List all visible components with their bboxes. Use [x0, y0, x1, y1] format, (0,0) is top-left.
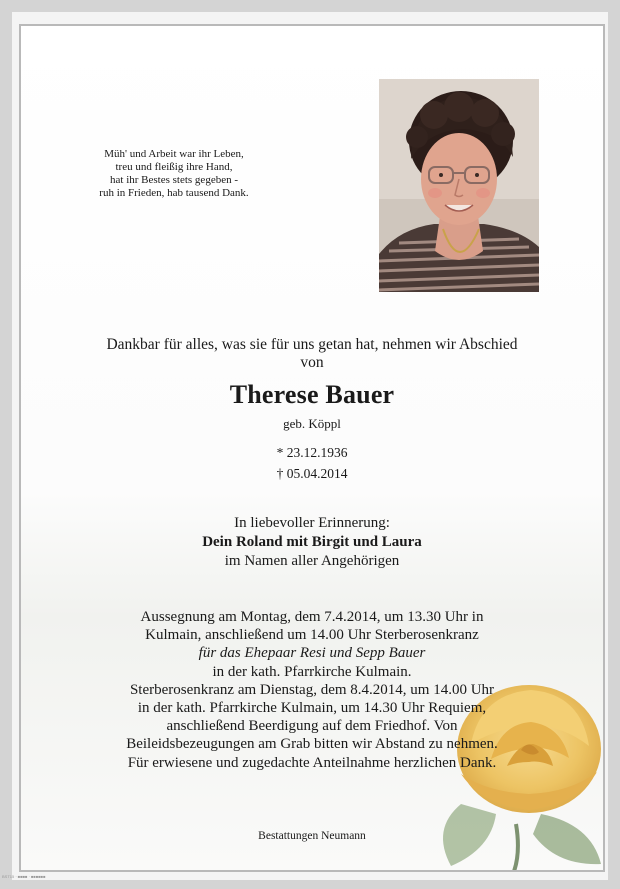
- service-line: in der kath. Pfarrkirche Kulmain.: [212, 663, 412, 680]
- footer-mark: BST15 · ■■■■ · ■■■■■■: [2, 874, 46, 879]
- service-details: [21, 608, 603, 772]
- poem-line: Müh' und Arbeit war ihr Leben,: [104, 148, 244, 160]
- service-line: Sterberosenkranz am Dienstag, dem 8.4.2014, um 14.00 Uhr: [129, 681, 495, 698]
- poem-line: treu und fleißig ihre Hand,: [115, 161, 233, 173]
- family-names: Dein Roland mit Birgit und Laura: [202, 534, 422, 550]
- service-line: Für erwiesene und zugedachte Anteilnahme herzlichen Dank.: [127, 754, 497, 771]
- service-line: Kulmain, anschließend um 14.00 Uhr Sterberosenkranz: [145, 627, 479, 644]
- intro-line: von: [300, 354, 324, 371]
- undertaker-name: Bestattungen Neumann: [258, 830, 366, 842]
- service-line: Beileidsbezeugungen am Grab bitten wir Abstand zu nehmen.: [126, 736, 498, 753]
- intro-line: Dankbar für alles, was sie für uns getan hat, nehmen wir Abschied: [106, 336, 518, 353]
- memory-line: im Namen aller Angehörigen: [224, 553, 400, 569]
- death-date: † 05.04.2014: [276, 466, 348, 481]
- deceased-name: Therese Bauer: [229, 380, 395, 409]
- service-line: in der kath. Pfarrkirche Kulmain, um 14.30 Uhr Requiem,: [137, 700, 487, 717]
- birth-date: * 23.12.1936: [276, 445, 348, 460]
- memory-line: In liebevoller Erinnerung:: [234, 515, 390, 531]
- service-line-italic: für das Ehepaar Resi und Sepp Bauer: [198, 645, 426, 662]
- portrait-illustration: [379, 79, 539, 292]
- obituary-frame: [19, 24, 605, 872]
- maiden-name: geb. Köppl: [283, 416, 341, 431]
- service-line: Aussegnung am Montag, dem 7.4.2014, um 13.30 Uhr in: [140, 609, 484, 625]
- poem-line: hat ihr Bestes stets gegeben -: [110, 174, 238, 186]
- obituary-page: [12, 12, 608, 880]
- service-line: anschließend Beerdigung auf dem Friedhof. Von: [166, 718, 458, 735]
- poem: [89, 148, 259, 200]
- poem-line: ruh in Frieden, hab tausend Dank.: [99, 187, 249, 199]
- intro-text: [21, 336, 603, 372]
- portrait-photo: [379, 79, 539, 292]
- memory-block: [21, 514, 603, 571]
